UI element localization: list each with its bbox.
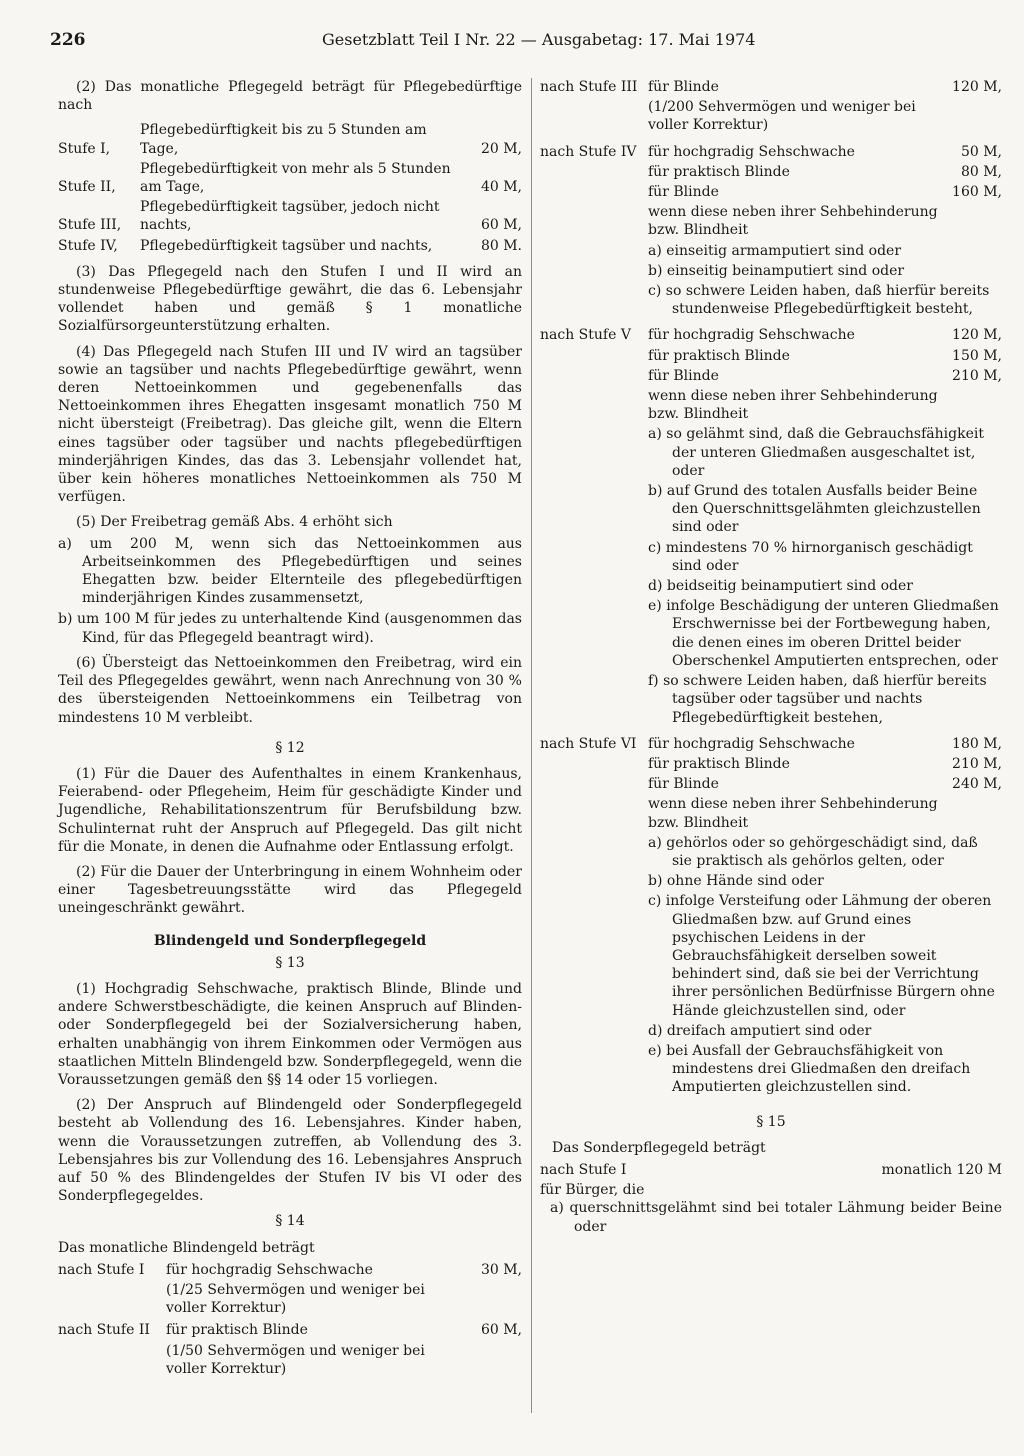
condition-item: c) mindestens 70 % hirnorganisch geschädigt sind oder — [648, 539, 973, 574]
blindengeld-amount: 120 M, — [952, 327, 1002, 344]
blindengeld-line — [540, 78, 1002, 96]
stufe-row — [58, 198, 522, 234]
blindengeld-amount: 180 M, — [952, 735, 1002, 752]
blindengeld-line — [58, 1321, 522, 1339]
blindengeld-line — [540, 755, 1002, 773]
blindengeld-amount: 150 M, — [952, 347, 1002, 364]
stufe-amount: 60 M, — [480, 217, 522, 234]
condition-item: b) einseitig beinamputiert sind oder — [648, 262, 905, 279]
paragraph-11-6: (6) Übersteigt das Nettoeinkommen den Freibetrag, wird ein Teil des Pflegegeldes gewährt, wenn nach Anrechnung von 30 % des übersteigenden Nettoeinkommens ein Teilbetrag von mindestens 10 M verbleibt. — [58, 654, 522, 726]
blindengeld-text: für Blinde — [648, 79, 719, 95]
blindengeld-amount: 160 M, — [952, 184, 1002, 201]
column-divider — [531, 78, 532, 1413]
blindengeld-stufe-label: nach Stufe V — [540, 327, 631, 344]
blindengeld-stufe-3 — [540, 78, 1002, 135]
section-14-title: § 14 — [275, 1213, 305, 1230]
blindengeld-text: für hochgradig Sehschwache — [648, 327, 855, 344]
condition-item: e) infolge Beschädigung der unteren Gliedmaßen Erschwernisse bei der Fortbewegung haben, die denen eines im oberen Drittel beider Oberschenkel Amputierten entsprechen, oder — [648, 598, 999, 669]
paragraph-11-3: (3) Das Pflegegeld nach den Stufen I und II wird an stundenweise Pflegebedürftige gewährt, die das 6. Lebensjahr vollendet haben und gemäß § 1 monatliche Sozialfürsorgeunterstützung erhalten. — [58, 263, 522, 335]
blindengeld-amount: 60 M, — [480, 1322, 522, 1339]
blindengeld-amount: 120 M, — [952, 79, 1002, 95]
section-12-p1: (1) Für die Dauer des Aufenthaltes in einem Krankenhaus, Feierabend- oder Pflegeheim, Heim für geschädigte Kinder und Jugendliche, Rehabilitationszentrum für Berufsbildung bzw. Schulinternat ruht der Anspruch auf Pflegegeld. Das gilt nicht für die Monate, in denen die Aufnahme oder Entlassung erfolgt. — [58, 765, 522, 855]
condition-item: c) infolge Versteifung oder Lähmung der oberen Gliedmaßen bzw. auf Grund eines psychischen Leidens in der Gebrauchsfähigkeit derselben soweit behindert sind, daß sie bei der Verrichtung ihrer persönlichen Bedürfnisse Bürgern ohne Hände gleichzustellen sind, oder — [648, 893, 995, 1019]
condition-item: b) auf Grund des totalen Ausfalls beider Beine den Querschnittsgelähmten gleichzustellen sind oder — [648, 483, 981, 536]
section-14-intro: Das monatliche Blindengeld beträgt — [58, 1239, 315, 1256]
blindengeld-stufe-label: nach Stufe IV — [540, 143, 637, 160]
stufe-amount: 80 M. — [480, 237, 522, 254]
condition-item: b) ohne Hände sind oder — [648, 873, 824, 890]
section-13-p1: (1) Hochgradig Sehschwache, praktisch Blinde, Blinde und andere Schwerstbeschädigte, die keinen Anspruch auf Blinden- oder Sonderpflegegeld bei der Sozialversicherung haben, erhalten unabhängig von ihrem Einkommen oder Vermögen aus staatlichen Mitteln Blindengeld bzw. Sonderpflegegeld, wenn die Voraussetzungen gemäß den §§ 14 oder 15 vorliegen. — [58, 980, 522, 1088]
blindengeld-stufe-4 — [540, 143, 1002, 319]
blindengeld-amount: 210 M, — [952, 367, 1002, 384]
section-15-title: § 15 — [756, 1113, 786, 1130]
stufe-amount: 40 M, — [480, 179, 522, 196]
condition-item: d) beidseitig beinamputiert sind oder — [648, 578, 913, 595]
condition-text: wenn diese neben ihrer Sehbehinderung bzw. Blindheit — [648, 388, 938, 423]
blindengeld-stufe-label: nach Stufe II — [58, 1322, 150, 1339]
condition-text: wenn diese neben ihrer Sehbehinderung bzw. Blindheit — [648, 204, 938, 239]
blindengeld-heading: Blindengeld und Sonderpflegegeld — [153, 932, 427, 949]
blindengeld-line — [540, 347, 1002, 365]
blindengeld-stufe-label: nach Stufe I — [58, 1261, 145, 1278]
condition-item: a) gehörlos oder so gehörgeschädigt sind, daß sie praktisch als gehörlos gelten, oder — [648, 834, 978, 869]
page-number: 226 — [50, 30, 86, 50]
left-column — [58, 78, 522, 1378]
blindengeld-text: für Blinde — [648, 367, 719, 384]
blindengeld-stufe-label: nach Stufe VI — [540, 735, 637, 752]
blindengeld-row — [58, 1321, 522, 1378]
right-column — [540, 78, 1002, 1239]
blindengeld-text: für Blinde — [648, 776, 719, 793]
stufe-label: Stufe III, — [58, 217, 122, 234]
blindengeld-amount: 50 M, — [960, 143, 1002, 160]
section-12-title: § 12 — [275, 739, 305, 756]
blindengeld-line — [540, 163, 1002, 181]
paragraph-11-5-b: b) um 100 M für jedes zu unterhaltende Kind (ausgenommen das Kind, für das Pflegegeld beantragt wird). — [58, 611, 522, 646]
blindengeld-line — [58, 1261, 522, 1279]
blindengeld-text: für hochgradig Sehschwache — [648, 143, 855, 160]
pflegegeld-stufen-table — [58, 121, 522, 254]
section-12-p2: (2) Für die Dauer der Unterbringung in einem Wohnheim oder einer Tagesbetreuungsstätte wird das Pflegegeld uneingeschränkt gewährt. — [58, 863, 522, 917]
condition-item: f) so schwere Leiden haben, daß hierfür bereits tagsüber oder tagsüber und nachts Pflegebedürftigkeit bestehen, — [648, 673, 987, 726]
blindengeld-line — [540, 183, 1002, 201]
paragraph-11-5-a: a) um 200 M, wenn sich das Nettoeinkommen aus Arbeitseinkommen des Pflegebedürftigen und seines Ehegatten bzw. beider Elternteile des pflegebedürftigen minderjährigen Kindes zusammensetzt, — [58, 535, 522, 607]
paragraph-11-5-intro: (5) Der Freibetrag gemäß Abs. 4 erhöht sich — [76, 514, 393, 531]
blindengeld-line — [540, 735, 1002, 753]
blindengeld-line — [540, 367, 1002, 385]
stufe-label: Stufe II, — [58, 179, 116, 196]
blindengeld-text: für praktisch Blinde — [648, 755, 790, 772]
blindengeld-amount: 240 M, — [952, 776, 1002, 793]
paragraph-11-2-intro: (2) Das monatliche Pflegegeld beträgt für Pflegebedürftige nach — [58, 79, 522, 114]
stufe-label: Stufe IV, — [58, 237, 118, 254]
condition-item: c) so schwere Leiden haben, daß hierfür bereits stundenweise Pflegebedürftigkeit besteht, — [648, 283, 990, 318]
blindengeld-stufe-5 — [540, 326, 1002, 726]
condition-item: a) einseitig armamputiert sind oder — [648, 242, 902, 259]
sonderpflegegeld-row — [540, 1161, 1002, 1179]
blindengeld-text: für Blinde — [648, 184, 719, 201]
section-13-p2: (2) Der Anspruch auf Blindengeld oder Sonderpflegegeld besteht ab Vollendung des 16. Lebensjahres. Kinder haben, wenn die Voraussetzungen zutreffen, ab Vollendung des 3. Lebensjahres bis zur Vollendung des 16. Lebensjahres Anspruch auf 50 % des Blindengeldes der Stufen IV bis VI oder des Sonderpflegegeldes. — [58, 1097, 522, 1205]
condition-item: a) so gelähmt sind, daß die Gebrauchsfähigkeit der unteren Gliedmaßen ausgeschaltet ist, oder — [648, 426, 984, 479]
blindengeld-text: für hochgradig Sehschwache — [166, 1261, 373, 1278]
stufe-amount: 20 M, — [480, 140, 522, 157]
sonderpflegegeld-amount: monatlich 120 M — [881, 1161, 1002, 1178]
blindengeld-row — [58, 1261, 522, 1318]
page-header — [50, 30, 1005, 60]
section-15-for: für Bürger, die — [540, 1182, 645, 1199]
blindengeld-note: (1/25 Sehvermögen und weniger bei voller Korrektur) — [166, 1281, 425, 1317]
sonderpflegegeld-stufe-label: nach Stufe I — [540, 1161, 627, 1178]
page-title: Gesetzblatt Teil I Nr. 22 — Ausgabetag: 17. Mai 1974 — [322, 30, 756, 49]
stufe-row — [58, 121, 522, 157]
blindengeld-note: (1/50 Sehvermögen und weniger bei voller Korrektur) — [166, 1342, 425, 1377]
blindengeld-line — [540, 326, 1002, 344]
blindengeld-stufe-6 — [540, 735, 1002, 1097]
blindengeld-amount: 30 M, — [480, 1261, 522, 1278]
blindengeld-note: (1/200 Sehvermögen und weniger bei voller Korrektur) — [648, 99, 916, 134]
stufe-text: Pflegebedürftigkeit tagsüber, jedoch nicht nachts, — [140, 199, 440, 234]
stufe-text: Pflegebedürftigkeit bis zu 5 Stunden am Tage, — [140, 122, 427, 157]
stufe-row — [58, 160, 522, 196]
blindengeld-amount: 80 M, — [960, 163, 1002, 180]
section-13-title: § 13 — [275, 954, 305, 971]
section-15-a: a) querschnittsgelähmt sind bei totaler Lähmung beider Beine oder — [550, 1200, 1002, 1235]
stufe-label: Stufe I, — [58, 140, 111, 157]
blindengeld-text: für praktisch Blinde — [648, 163, 790, 180]
blindengeld-text: für hochgradig Sehschwache — [648, 735, 855, 752]
paragraph-11-4: (4) Das Pflegegeld nach Stufen III und IV wird an tagsüber sowie an tagsüber und nachts Pflegebedürftige gewährt, wenn deren Nettoeinkommen und gegebenenfalls das Nettoeinkommen ihres Ehegatten insgesamt monatlich 750 M nicht übersteigt (Freibetrag). Das gleiche gilt, wenn die Eltern eines tagsüber oder tagsüber und nachts pflegebedürftigen minderjährigen Kindes, das das 3. Lebensjahr vollendet hat, über kein höheres monatliches Nettoeinkommen als 750 M verfügen. — [58, 343, 522, 506]
stufe-text: Pflegebedürftigkeit von mehr als 5 Stunden am Tage, — [140, 160, 451, 196]
stufe-row — [58, 237, 522, 255]
blindengeld-stufe-label: nach Stufe III — [540, 79, 638, 95]
blindengeld-amount: 210 M, — [952, 755, 1002, 772]
condition-item: e) bei Ausfall der Gebrauchsfähigkeit von mindestens drei Gliedmaßen den dreifach Amputierten gleichzustellen sind. — [648, 1042, 971, 1096]
stufe-text: Pflegebedürftigkeit tagsüber und nachts, — [140, 237, 433, 254]
blindengeld-line — [540, 143, 1002, 161]
blindengeld-text: für praktisch Blinde — [166, 1322, 308, 1339]
condition-item: d) dreifach amputiert sind oder — [648, 1022, 872, 1039]
condition-text: wenn diese neben ihrer Sehbehinderung bzw. Blindheit — [648, 796, 938, 831]
section-15-intro: Das Sonderpflegegeld beträgt — [552, 1139, 766, 1156]
blindengeld-text: für praktisch Blinde — [648, 347, 790, 364]
blindengeld-line — [540, 775, 1002, 793]
